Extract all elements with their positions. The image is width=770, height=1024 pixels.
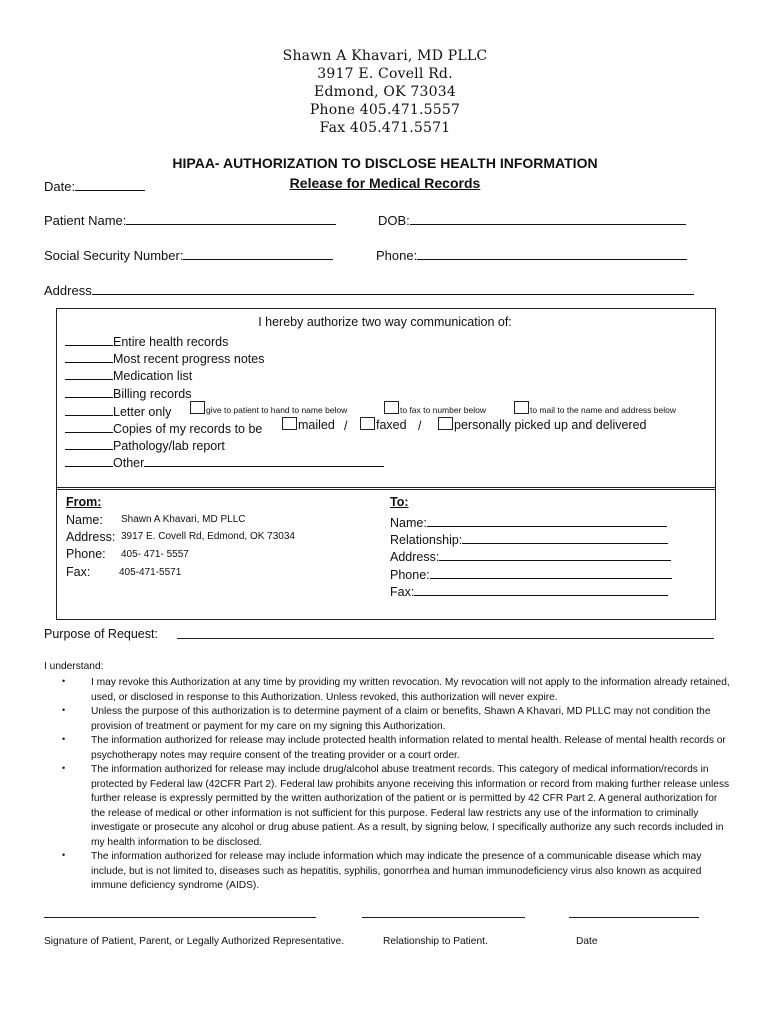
date-line[interactable] — [569, 917, 699, 918]
checkbox-icon[interactable] — [282, 417, 297, 430]
to-phone-field[interactable]: Phone: — [390, 565, 672, 582]
to-fax-field[interactable]: Fax: — [390, 582, 668, 599]
item-progress-notes[interactable] — [65, 349, 264, 366]
practice-name: Shawn A Khavari, MD PLLC — [282, 48, 488, 64]
address-label: Address — [44, 283, 92, 298]
item-other[interactable] — [65, 453, 384, 470]
form-title: HIPAA- AUTHORIZATION TO DISCLOSE HEALTH INFORMATION — [172, 155, 598, 171]
date-sign-label: Date — [576, 936, 598, 947]
purpose-label: Purpose of Request: — [44, 627, 158, 641]
form-subtitle: Release for Medical Records — [289, 175, 481, 191]
to-address-field[interactable]: Address: — [390, 547, 671, 564]
phone-label: Phone: — [376, 248, 418, 263]
practice-fax: Fax 405.471.5571 — [319, 120, 451, 136]
to-heading: To: — [390, 495, 409, 509]
bullet-icon: • — [62, 850, 66, 860]
item-entire-records[interactable] — [65, 332, 228, 349]
dob-label: DOB: — [378, 213, 410, 228]
bullet-icon: • — [62, 734, 66, 744]
relationship-label: Relationship to Patient. — [383, 936, 488, 947]
item-label: Entire health records — [113, 335, 229, 349]
signature-line[interactable] — [44, 917, 316, 918]
item-label: Medication list — [113, 369, 193, 383]
slash-separator: / — [344, 419, 348, 433]
address-field[interactable] — [44, 281, 694, 298]
understand-condition: Unless the purpose of this authorization is to determine payment of a claim or benefits, Shawn A Khavari, MD PLLC may not condition the provision of treatment or payment for my care on my signing this Authorization. — [91, 706, 711, 732]
item-pathology[interactable] — [65, 436, 225, 453]
practice-city: Edmond, OK 73034 — [314, 84, 456, 100]
practice-street: 3917 E. Covell Rd. — [317, 66, 453, 82]
item-label: Pathology/lab report — [113, 439, 225, 453]
relationship-line[interactable] — [362, 917, 525, 918]
item-billing-records[interactable] — [65, 384, 192, 401]
item-label: Other — [113, 456, 145, 470]
understand-communicable: The information authorized for release may include information which may indicate the presence of a communicable disease which may include, but is not limited to, diseases such as hepatitis, syphilis, gonorrhea and human immunodeficiency virus also known as acquired immune deficiency syndrome (AIDS). — [91, 851, 702, 891]
checkbox-icon[interactable] — [438, 417, 453, 430]
checkbox-icon[interactable] — [514, 401, 529, 414]
from-heading: From: — [66, 495, 102, 509]
ssn-field[interactable] — [44, 246, 333, 263]
phone-field[interactable] — [376, 246, 687, 263]
ssn-label: Social Security Number: — [44, 248, 184, 263]
from-phone-label: Phone: — [66, 547, 106, 561]
copy-option-mailed[interactable]: mailed — [282, 417, 335, 432]
from-name-label: Name: — [66, 513, 103, 527]
from-fax-value: 405-471-5571 — [119, 567, 182, 578]
bullet-icon: • — [62, 676, 66, 686]
letter-option-fax[interactable]: to fax to number below — [384, 400, 486, 418]
item-letter-only[interactable] — [65, 402, 171, 419]
signature-label: Signature of Patient, Parent, or Legally Authorized Representative. — [44, 936, 345, 947]
to-relationship-field[interactable]: Relationship: — [390, 530, 668, 547]
checkbox-icon[interactable] — [190, 401, 205, 414]
item-label: Copies of my records to be — [113, 422, 263, 436]
item-label: Billing records — [113, 387, 192, 401]
copy-option-faxed[interactable]: faxed — [360, 417, 407, 432]
from-address-value: 3917 E. Covell Rd, Edmond, OK 73034 — [121, 531, 295, 542]
understand-heading: I understand: — [44, 661, 104, 672]
from-address-label: Address: — [66, 530, 116, 544]
from-phone-value: 405- 471- 5557 — [121, 549, 189, 560]
understand-drug-alcohol: The information authorized for release may include drug/alcohol abuse treatment records. This category of medical information/records in protected by Federal law (42CFR Part 2). Federal law prohibits anyone receiving this information or record from making further release unless further release is expressly permitted by the written authorization of the patient or is permitted by 42 CFR Part 2. A general authorization for the release of medical or other information is not sufficient for this purpose. Federal law restricts any use of the information to criminally investigate or prosecute any alcohol or drug abuse patient. As a result, by signing below, I specifically authorize any such records included in my health information to be disclosed. — [91, 764, 730, 848]
dob-field[interactable] — [378, 211, 686, 228]
date-field[interactable] — [44, 177, 145, 194]
understand-revoke: I may revoke this Authorization at any time by providing my written revocation. My revocation will not apply to the information already retained, used, or disclosed in response to this Authorization. Unless revoked, this authorization will never expire. — [91, 677, 730, 703]
from-fax-label: Fax: — [66, 565, 91, 579]
copy-option-picked-up[interactable]: personally picked up and delivered — [438, 417, 647, 432]
checkbox-icon[interactable] — [360, 417, 375, 430]
understand-mental-health: The information authorized for release may include protected health information related to mental health. Release of mental health records or psychotherapy notes may require consent of the treating provider or a court order. — [91, 735, 726, 761]
bullet-icon: • — [62, 705, 66, 715]
item-medication-list[interactable] — [65, 366, 192, 383]
letter-option-patient[interactable]: give to patient to hand to name below — [190, 400, 347, 418]
from-name-value: Shawn A Khavari, MD PLLC — [121, 514, 246, 525]
item-copies[interactable] — [65, 419, 262, 436]
date-label: Date: — [44, 179, 76, 194]
letter-option-mail[interactable]: to mail to the name and address below — [514, 400, 676, 418]
authorize-heading: I hereby authorize two way communication of: — [258, 315, 512, 329]
patient-name-field[interactable] — [44, 211, 336, 228]
item-label: Most recent progress notes — [113, 352, 265, 366]
bullet-icon: • — [62, 763, 66, 773]
purpose-input-line[interactable] — [177, 638, 714, 639]
slash-separator: / — [418, 419, 422, 433]
item-label: Letter only — [113, 405, 172, 419]
patient-name-label: Patient Name: — [44, 213, 127, 228]
to-name-field[interactable]: Name: — [390, 513, 667, 530]
checkbox-icon[interactable] — [384, 401, 399, 414]
practice-phone: Phone 405.471.5557 — [309, 102, 461, 118]
